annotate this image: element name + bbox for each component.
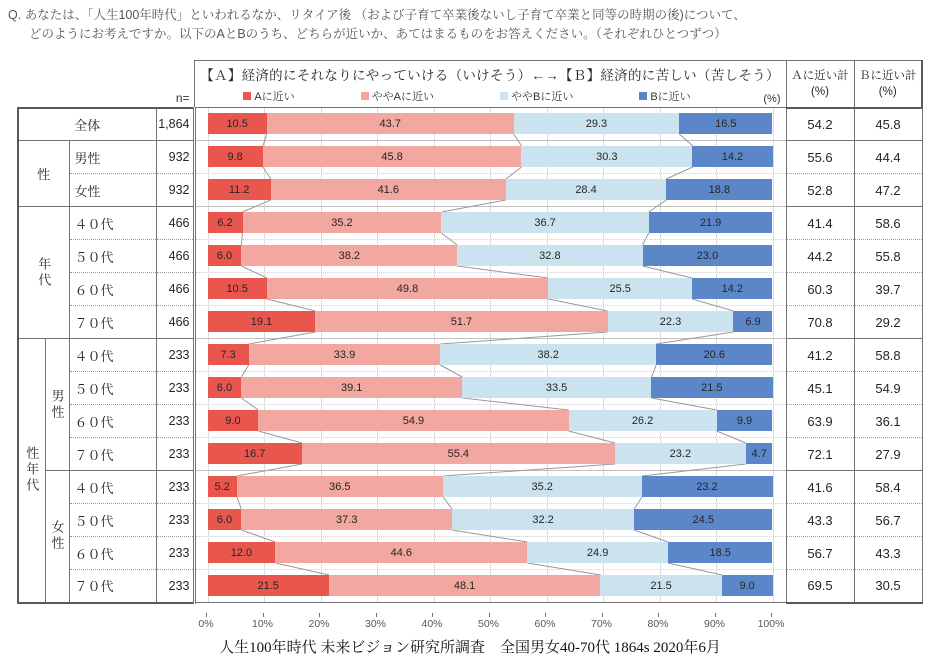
axis-row	[18, 603, 922, 623]
category-label: 全体	[18, 108, 156, 141]
stacked-bar	[208, 575, 773, 596]
stacked-bar	[208, 311, 773, 332]
category-label: ４０代	[69, 339, 156, 372]
question-prefix: Q.	[8, 8, 22, 22]
axis-tick-label: 10%	[251, 617, 274, 630]
bar-segment-2: 44.6	[275, 542, 527, 563]
category-label: ６０代	[69, 405, 156, 438]
bar-segment-4: 21.5	[651, 377, 772, 398]
category-label: 男性	[69, 141, 156, 174]
stacked-bar	[208, 410, 773, 431]
bar-plot	[208, 207, 773, 239]
category-label: ５０代	[69, 504, 156, 537]
bar-segment-4: 18.8	[666, 179, 772, 200]
bar-segment-3: 32.8	[457, 245, 642, 266]
legend-label-rather-b: ややBに近い	[511, 91, 574, 103]
table-row	[18, 504, 922, 537]
bar-segment-1: 9.8	[208, 146, 263, 167]
axis-tick-mark	[771, 613, 772, 617]
gridline	[773, 438, 774, 470]
bar-cell	[194, 339, 786, 372]
n-value: 1,864	[156, 108, 194, 141]
bar-segment-1: 9.0	[208, 410, 259, 431]
bar-plot	[208, 537, 773, 569]
bar-cell	[194, 405, 786, 438]
axis-tick-mark	[376, 613, 377, 617]
bar-segment-1: 16.7	[208, 443, 302, 464]
table-row	[18, 207, 922, 240]
legend-label-rather-a: ややAに近い	[371, 91, 434, 103]
a-total-value: 41.4	[786, 207, 854, 240]
axis-tick-label: 0%	[198, 617, 214, 630]
axis-tick-label: 30%	[364, 617, 387, 630]
survey-question	[8, 6, 746, 45]
bar-segment-1: 10.5	[208, 113, 267, 134]
b-total-value: 45.8	[854, 108, 922, 141]
a-total-value: 69.5	[786, 570, 854, 603]
b-total-value: 30.5	[854, 570, 922, 603]
bar-plot	[208, 405, 773, 437]
legend-label-b: Bに近い	[650, 91, 691, 103]
table-row	[18, 438, 922, 471]
stacked-bar	[208, 212, 773, 233]
bar-segment-2: 38.2	[241, 245, 457, 266]
bar-plot	[208, 108, 773, 140]
bar-plot	[208, 141, 773, 173]
b-total-value: 44.4	[854, 141, 922, 174]
bar-cell	[194, 306, 786, 339]
bar-cell	[194, 570, 786, 603]
legend-item	[500, 88, 573, 104]
bar-cell	[194, 372, 786, 405]
group-cell: 性	[18, 141, 69, 207]
a-total-header-text: Ａに近い計	[791, 69, 849, 82]
bar-segment-3: 35.2	[443, 476, 642, 497]
category-label: ６０代	[69, 273, 156, 306]
axis-tick-label: 40%	[421, 617, 443, 630]
axis-tick-mark	[602, 613, 603, 617]
b-total-value: 39.7	[854, 273, 922, 306]
stacked-bar	[208, 278, 773, 299]
legend-item	[639, 88, 690, 104]
b-total-value: 58.4	[854, 471, 922, 504]
n-value: 932	[156, 174, 194, 207]
axis-tick-mark	[206, 613, 207, 617]
table-row	[18, 339, 922, 372]
a-total-value: 41.2	[786, 339, 854, 372]
category-label: ７０代	[69, 438, 156, 471]
bar-segment-1: 6.2	[208, 212, 243, 233]
b-total-header-text: Ｂに近い計	[859, 69, 917, 82]
bar-segment-2: 55.4	[302, 443, 615, 464]
chart-legend	[195, 88, 786, 104]
bar-cell	[194, 438, 786, 471]
axis-tick-label: 50%	[477, 617, 500, 630]
gridline	[773, 141, 774, 173]
bar-segment-2: 48.1	[329, 575, 601, 596]
n-value: 233	[156, 570, 194, 603]
bar-segment-3: 30.3	[521, 146, 692, 167]
group-cell: 性年代	[18, 339, 45, 603]
axis-tick-label: 80%	[647, 617, 669, 630]
gridline	[773, 372, 774, 404]
b-total-value: 36.1	[854, 405, 922, 438]
b-total-value: 55.8	[854, 240, 922, 273]
a-total-value: 60.3	[786, 273, 854, 306]
bar-segment-4: 23.0	[643, 245, 773, 266]
axis-tick-label: 20%	[308, 617, 330, 630]
a-total-value: 72.1	[786, 438, 854, 471]
n-value: 233	[156, 471, 194, 504]
question-text-1: あなたは、「人生100年時代」といわれるなか、リタイア後 （および子育て卒業後ないし子育て卒業と同等の時期の後)について、	[24, 8, 746, 22]
bar-segment-4: 16.5	[679, 113, 772, 134]
bar-segment-2: 36.5	[237, 476, 443, 497]
bar-segment-3: 23.2	[615, 443, 746, 464]
b-total-header	[854, 61, 922, 108]
legend-swatch-rather-a	[361, 92, 369, 100]
bar-plot	[208, 570, 773, 602]
n-value: 233	[156, 504, 194, 537]
n-value: 466	[156, 306, 194, 339]
a-total-value: 43.3	[786, 504, 854, 537]
bar-segment-1: 6.0	[208, 377, 242, 398]
bar-segment-3: 24.9	[527, 542, 668, 563]
stacked-bar	[208, 476, 773, 497]
gridline	[773, 207, 774, 239]
axis-left-spacer	[18, 603, 194, 623]
bar-segment-4: 4.7	[746, 443, 773, 464]
bar-plot	[208, 438, 773, 470]
stacked-bar	[208, 509, 773, 530]
bar-segment-2: 37.3	[241, 509, 452, 530]
bar-segment-1: 10.5	[208, 278, 267, 299]
bar-segment-3: 25.5	[548, 278, 692, 299]
gridline	[773, 306, 774, 338]
chart-header-cell	[194, 61, 786, 108]
bar-cell	[194, 141, 786, 174]
gridline	[773, 273, 774, 305]
bar-segment-4: 24.5	[634, 509, 772, 530]
a-total-value: 63.9	[786, 405, 854, 438]
stacked-bar	[208, 542, 773, 563]
bar-plot	[208, 273, 773, 305]
gridline	[773, 108, 774, 140]
bar-segment-1: 7.3	[208, 344, 249, 365]
stacked-bar	[208, 245, 773, 266]
bar-segment-4: 14.2	[692, 278, 772, 299]
legend-label-a: Aに近い	[254, 91, 295, 103]
table-row	[18, 570, 922, 603]
b-total-value: 27.9	[854, 438, 922, 471]
a-total-value: 45.1	[786, 372, 854, 405]
n-value: 932	[156, 141, 194, 174]
stacked-bar	[208, 179, 773, 200]
a-total-value: 54.2	[786, 108, 854, 141]
table-row	[18, 273, 922, 306]
axis-tick-mark	[545, 613, 546, 617]
bar-segment-2: 41.6	[271, 179, 506, 200]
bar-segment-1: 12.0	[208, 542, 276, 563]
bar-segment-1: 6.0	[208, 245, 242, 266]
a-total-value: 52.8	[786, 174, 854, 207]
bar-cell	[194, 240, 786, 273]
n-value: 466	[156, 273, 194, 306]
stacked-bar	[208, 113, 773, 134]
axis-tick-label: 90%	[703, 617, 726, 630]
n-value: 466	[156, 207, 194, 240]
legend-swatch-a	[243, 92, 251, 100]
n-value: 233	[156, 537, 194, 570]
stacked-bar	[208, 377, 773, 398]
category-label: ７０代	[69, 570, 156, 603]
gridline	[773, 570, 774, 602]
bar-plot	[208, 174, 773, 206]
a-total-value: 44.2	[786, 240, 854, 273]
chart-table-area	[17, 60, 923, 630]
bar-cell	[194, 108, 786, 141]
b-total-value: 47.2	[854, 174, 922, 207]
stacked-bar	[208, 443, 773, 464]
axis-tick-mark	[715, 613, 716, 617]
axis-tick-mark	[489, 613, 490, 617]
bar-segment-4: 23.2	[642, 476, 773, 497]
axis-tick-mark	[432, 613, 433, 617]
category-label: ５０代	[69, 372, 156, 405]
n-value: 233	[156, 339, 194, 372]
axis-tick-mark	[263, 613, 264, 617]
bar-segment-2: 49.8	[267, 278, 548, 299]
legend-item	[361, 88, 434, 104]
bar-plot	[208, 471, 773, 503]
a-total-value: 56.7	[786, 537, 854, 570]
category-label: ６０代	[69, 537, 156, 570]
bar-plot	[208, 306, 773, 338]
bar-segment-3: 38.2	[440, 344, 656, 365]
bar-segment-3: 26.2	[569, 410, 717, 431]
n-equals-label: n=	[175, 90, 190, 105]
bar-segment-1: 11.2	[208, 179, 271, 200]
question-line-2: どのようにお考えですか。以下のAとBのうち、どちらが近いか、あてはまるものをお答えください。（それぞれひとつずつ）	[29, 27, 727, 42]
bar-segment-2: 43.7	[267, 113, 514, 134]
stacked-bar	[208, 146, 773, 167]
b-total-value: 56.7	[854, 504, 922, 537]
b-total-header-unit: (%)	[878, 85, 897, 98]
axis-tick-label: 60%	[534, 617, 556, 630]
bar-plot	[208, 504, 773, 536]
table-row	[18, 471, 922, 504]
stacked-bar	[208, 344, 773, 365]
n-value: 233	[156, 372, 194, 405]
bar-segment-2: 51.7	[315, 311, 607, 332]
question-line-1	[8, 6, 746, 25]
percent-unit-label: (%)	[763, 93, 781, 105]
bar-segment-3: 21.5	[600, 575, 721, 596]
subgroup-cell: 男性	[45, 339, 69, 471]
bar-segment-4: 21.9	[649, 212, 773, 233]
bar-segment-3: 32.2	[452, 509, 634, 530]
gridline	[773, 405, 774, 437]
legend-swatch-rather-b	[500, 92, 508, 100]
bar-segment-4: 6.9	[733, 311, 772, 332]
a-total-value: 70.8	[786, 306, 854, 339]
table-row	[18, 372, 922, 405]
axis-tick-label: 70%	[590, 617, 613, 630]
bar-segment-3: 29.3	[514, 113, 680, 134]
chart-title: 【Ａ】経済的にそれなりにやっていける（いけそう）←→【Ｂ】経済的に苦しい（苦しそう）	[200, 68, 780, 83]
legend-item	[243, 88, 294, 104]
bar-plot	[208, 240, 773, 272]
table-row	[18, 141, 922, 174]
bar-segment-3: 28.4	[506, 179, 666, 200]
bar-segment-1: 19.1	[208, 311, 316, 332]
source-footer: 人生100年時代 未来ビジョン研究所調査 全国男女40-70代 1864s 2020年6月	[219, 640, 721, 656]
bar-segment-2: 35.2	[243, 212, 442, 233]
table-row	[18, 174, 922, 207]
bar-segment-4: 9.9	[717, 410, 773, 431]
axis-tick-mark	[658, 613, 659, 617]
bar-segment-1: 6.0	[208, 509, 242, 530]
gridline	[773, 339, 774, 371]
n-value: 233	[156, 438, 194, 471]
bar-segment-4: 14.2	[692, 146, 772, 167]
header-row	[18, 61, 922, 108]
survey-table	[17, 60, 923, 630]
bar-segment-3: 22.3	[608, 311, 734, 332]
category-label: ７０代	[69, 306, 156, 339]
category-label: ５０代	[69, 240, 156, 273]
n-value: 233	[156, 405, 194, 438]
bar-segment-2: 54.9	[258, 410, 568, 431]
category-label: 女性	[69, 174, 156, 207]
legend-swatch-b	[639, 92, 647, 100]
bar-cell	[194, 471, 786, 504]
table-row	[18, 240, 922, 273]
bar-segment-1: 5.2	[208, 476, 237, 497]
table-row	[18, 108, 922, 141]
a-total-value: 55.6	[786, 141, 854, 174]
gridline	[773, 537, 774, 569]
a-total-header-unit: (%)	[811, 85, 829, 98]
category-label: ４０代	[69, 471, 156, 504]
bar-segment-2: 33.9	[249, 344, 441, 365]
bar-segment-3: 36.7	[441, 212, 648, 233]
bar-cell	[194, 207, 786, 240]
gridline	[773, 240, 774, 272]
b-total-value: 29.2	[854, 306, 922, 339]
b-total-value: 58.6	[854, 207, 922, 240]
bar-segment-1: 21.5	[208, 575, 329, 596]
b-total-value: 43.3	[854, 537, 922, 570]
a-total-header	[786, 61, 854, 108]
axis-right-spacer	[786, 603, 922, 623]
table-body	[18, 108, 922, 603]
bar-cell	[194, 273, 786, 306]
gridline	[773, 504, 774, 536]
bar-segment-4: 20.6	[656, 344, 772, 365]
bar-segment-2: 45.8	[263, 146, 522, 167]
b-total-value: 54.9	[854, 372, 922, 405]
n-value: 466	[156, 240, 194, 273]
bar-cell	[194, 174, 786, 207]
category-label: ４０代	[69, 207, 156, 240]
subgroup-cell: 女性	[45, 471, 69, 603]
bar-segment-4: 9.0	[722, 575, 773, 596]
axis-tick-label: 100%	[757, 617, 785, 630]
b-total-value: 58.8	[854, 339, 922, 372]
gridline	[773, 174, 774, 206]
gridline	[773, 471, 774, 503]
a-total-value: 41.6	[786, 471, 854, 504]
bar-segment-3: 33.5	[462, 377, 651, 398]
bar-plot	[208, 372, 773, 404]
axis-tick-mark	[319, 613, 320, 617]
bar-cell	[194, 504, 786, 537]
bar-segment-2: 39.1	[241, 377, 462, 398]
bar-segment-4: 18.5	[668, 542, 773, 563]
table-row	[18, 537, 922, 570]
table-row	[18, 405, 922, 438]
table-row	[18, 306, 922, 339]
x-axis	[194, 603, 786, 630]
bar-cell	[194, 537, 786, 570]
group-cell: 年代	[18, 207, 69, 339]
bar-plot	[208, 339, 773, 371]
